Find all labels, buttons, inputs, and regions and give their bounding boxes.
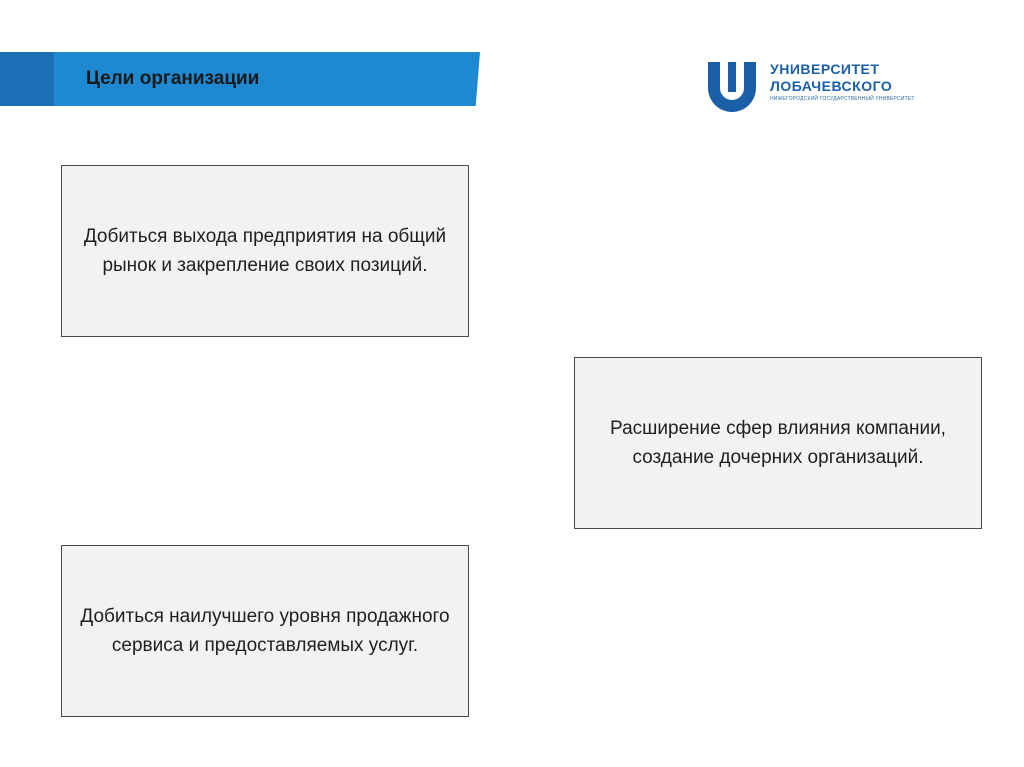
- goal-box-3: [61, 545, 469, 717]
- logo-line-1: УНИВЕРСИТЕТ: [770, 61, 880, 77]
- goal-text-1: Добиться выхода предприятия на общий рынок и закрепление своих позиций.: [83, 226, 447, 276]
- page-title: Цели организации: [86, 68, 260, 89]
- logo-line-2: ЛОБАЧЕВСКОГО: [770, 78, 893, 94]
- title-band-accent: [0, 52, 54, 106]
- logo-line-3: НИЖЕГОРОДСКИЙ ГОСУДАРСТВЕННЫЙ УНИВЕРСИТЕТ: [770, 96, 915, 102]
- university-logo: [704, 58, 924, 114]
- goal-box-1: [61, 165, 469, 337]
- university-u-emblem-icon: [704, 58, 760, 114]
- goal-box-2: [574, 357, 982, 529]
- goal-text-3: Добиться наилучшего уровня продажного сервиса и предоставляемых услуг.: [80, 606, 450, 656]
- goal-text-2: Расширение сфер влияния компании, создание дочерних организаций.: [610, 418, 946, 468]
